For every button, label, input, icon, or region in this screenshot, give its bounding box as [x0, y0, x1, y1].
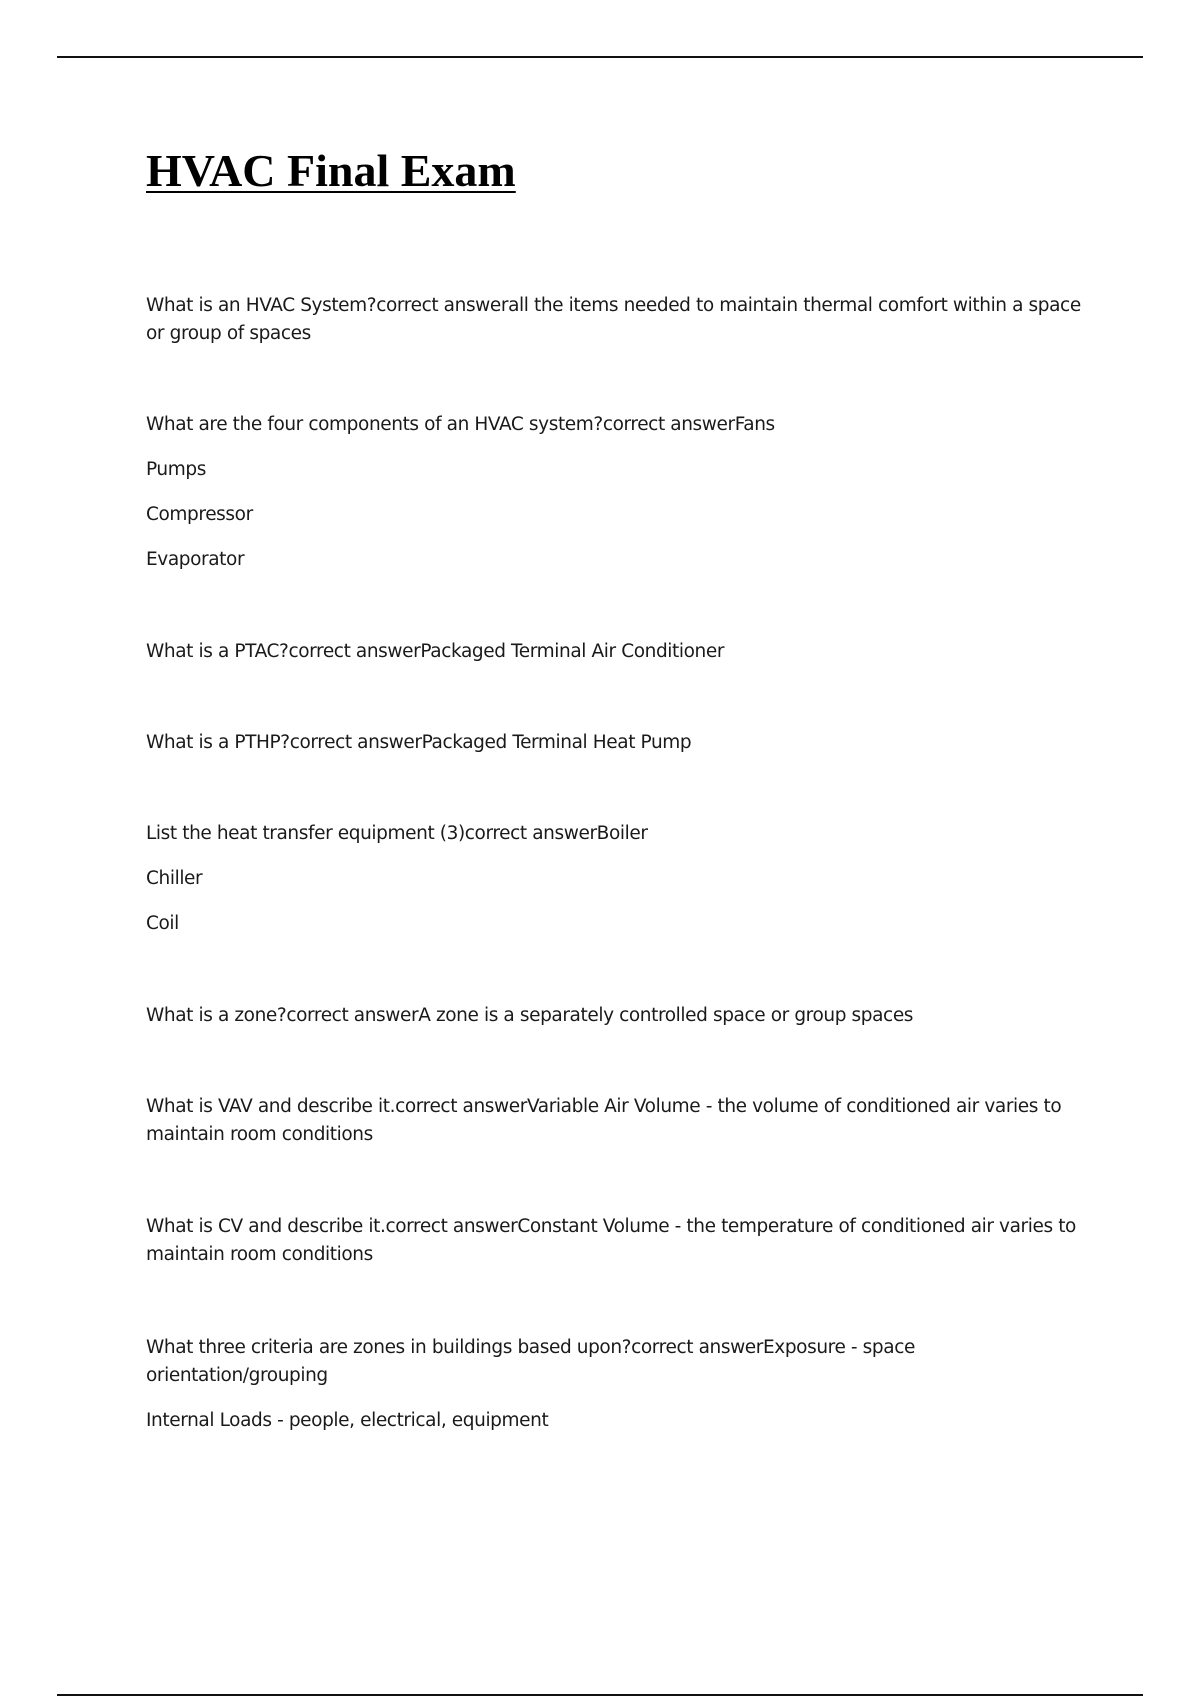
qa-entry-hvac-system: [146, 292, 1096, 348]
answer-prefix: correct answer: [286, 1005, 419, 1026]
question-text: What is CV and describe it.: [146, 1216, 386, 1237]
qa-text: [146, 1093, 1096, 1149]
answer-line: Pumps: [146, 459, 206, 480]
question-text: What three criteria are zones in buildings based upon?: [146, 1337, 632, 1358]
answer-text: Constant Volume - the temperature of conditioned air varies to maintain room conditions: [146, 1216, 1076, 1265]
answer-prefix: correct answer: [376, 295, 509, 316]
question-text: What are the four components of an HVAC system?: [146, 414, 603, 435]
qa-entry-four-components: [146, 411, 1096, 574]
qa-entry-cv: [146, 1213, 1096, 1269]
answer-line: Coil: [146, 913, 179, 934]
answer-line: Internal Loads - people, electrical, equipment: [146, 1410, 549, 1431]
top-divider: [57, 56, 1143, 58]
question-text: What is a zone?: [146, 1005, 287, 1026]
qa-entry-pthp: [146, 729, 1096, 757]
qa-text: [146, 1002, 1096, 1030]
answer-text: Fans: [734, 414, 775, 435]
qa-entry-ptac: [146, 638, 1096, 666]
answer-text: Variable Air Volume - the volume of conditioned air varies to maintain room conditions: [146, 1096, 1062, 1145]
answer-text: Exposure - space orientation/grouping: [146, 1337, 915, 1386]
qa-text: [146, 729, 1096, 757]
qa-entry-vav: [146, 1093, 1096, 1149]
qa-entry-heat-transfer: [146, 820, 1096, 938]
qa-entry-zone: [146, 1002, 1096, 1030]
qa-text: [146, 1334, 1096, 1390]
qa-text: [146, 1213, 1096, 1269]
answer-text: A zone is a separately controlled space or group spaces: [418, 1005, 914, 1026]
bottom-divider: [57, 1694, 1143, 1696]
answer-prefix: correct answer: [385, 1216, 518, 1237]
qa-text: [146, 638, 1096, 666]
answer-prefix: correct answer: [288, 641, 421, 662]
answer-prefix: correct answer: [464, 823, 597, 844]
question-text: What is a PTHP?: [146, 732, 290, 753]
question-text: List the heat transfer equipment (3): [146, 823, 465, 844]
qa-entry-zone-criteria: [146, 1334, 1096, 1435]
answer-text: Boiler: [596, 823, 648, 844]
answer-prefix: correct answer: [289, 732, 422, 753]
qa-text: [146, 411, 1096, 439]
qa-text: [146, 820, 1096, 848]
question-text: What is a PTAC?: [146, 641, 289, 662]
answer-text: all the items needed to maintain thermal comfort within a space or group of spaces: [146, 295, 1081, 344]
page-title: HVAC Final Exam: [146, 145, 516, 196]
answer-line: Chiller: [146, 868, 203, 889]
question-text: What is an HVAC System?: [146, 295, 377, 316]
answer-line: Evaporator: [146, 549, 245, 570]
answer-text: Packaged Terminal Heat Pump: [421, 732, 692, 753]
answer-prefix: correct answer: [602, 414, 735, 435]
answer-prefix: correct answer: [395, 1096, 527, 1117]
answer-text: Packaged Terminal Air Conditioner: [420, 641, 725, 662]
qa-text: [146, 292, 1096, 348]
question-text: What is VAV and describe it.: [146, 1096, 396, 1117]
answer-prefix: correct answer: [631, 1337, 763, 1358]
answer-line: Compressor: [146, 504, 253, 525]
